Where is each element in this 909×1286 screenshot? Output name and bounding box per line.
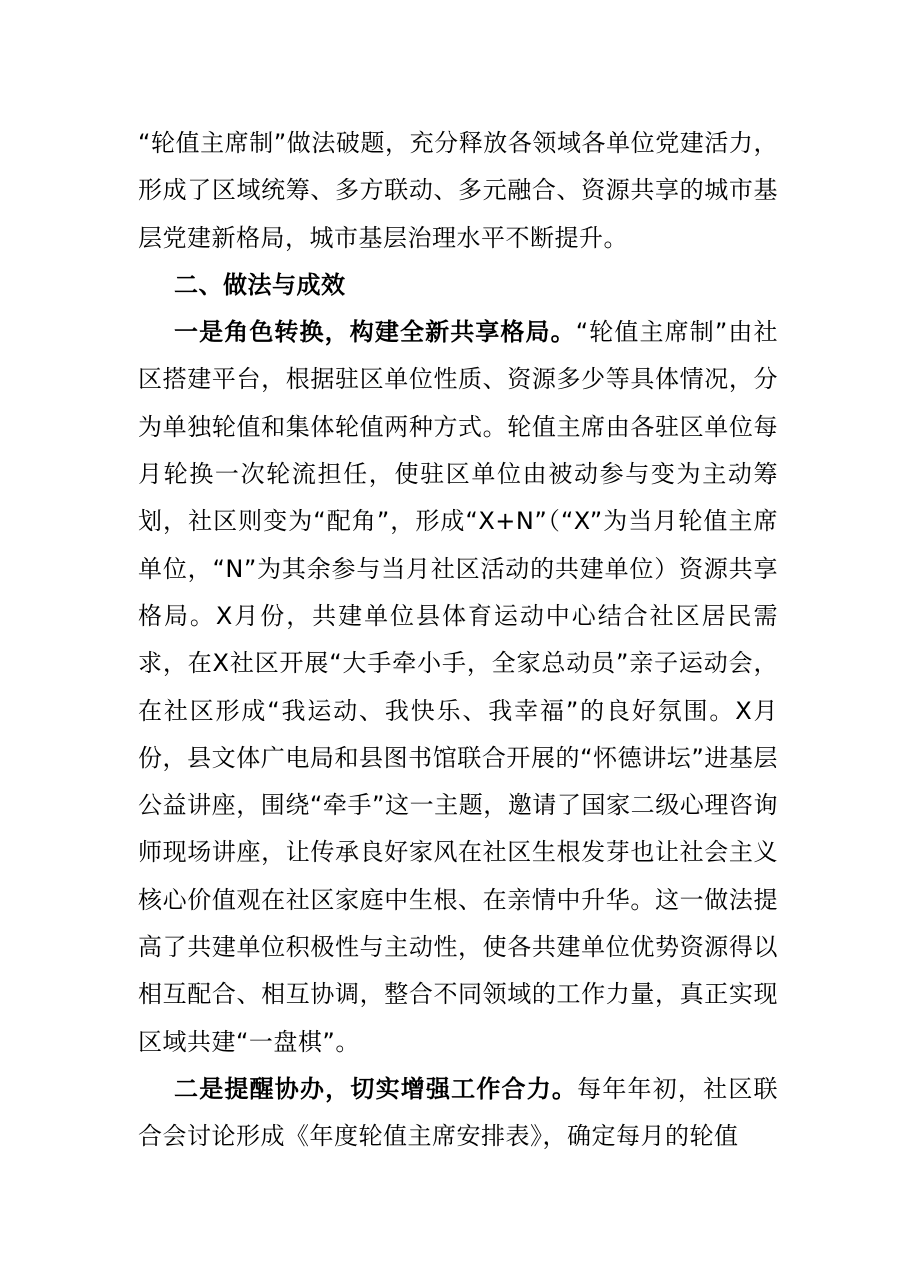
item-two-body: 每年年初，社区联合会讨论形成《年度轮值主席安排表》，确定每月的轮值 bbox=[138, 1074, 779, 1151]
item-one-body: “轮值主席制”由社区搭建平台，根据驻区单位性质、资源多少等具体情况，分为单独轮值和集体轮值两种方式。轮值主席由各驻区单位每月轮换一次轮流担任，使驻区单位由被动参与变为主动筹划，社区则变为“配角”，形成“X+N”（“X”为当月轮值主席单位，“N”为其余参与当月社区活动的共建单位）资源共享格局。X月份，共建单位县体育运动中心结合社区居民需求，在X社区开展“大手牵小手，全家总动员”亲子运动会，在社区形成“我运动、我快乐、我幸福”的良好氛围。X月份，县文体广电局和县图书馆联合开展的“怀德讲坛”进基层公益讲座，围绕“牵手”这一主题，邀请了国家二级心理咨询师现场讲座，让传承良好家风在社区生根发芽也让社会主义核心价值观在社区家庭中生根、在亲情中升华。这一做法提高了共建单位积极性与主动性，使各共建单位优势资源得以相互配合、相互协调，整合不同领域的工作力量，真正实现区域共建“一盘棋”。 bbox=[138, 318, 778, 1056]
item-two-lead: 二是提醒协办，切实增强工作合力。 bbox=[174, 1074, 578, 1103]
item-one-lead: 一是角色转换，构建全新共享格局。 bbox=[174, 318, 576, 347]
section-heading: 二、做法与成效 bbox=[174, 270, 346, 299]
item-one-paragraph bbox=[138, 309, 778, 1066]
document-body bbox=[138, 120, 778, 1161]
intro-paragraph: “轮值主席制”做法破题，充分释放各领域各单位党建活力，形成了区域统筹、多方联动、多元融合、资源共享的城市基层党建新格局，城市基层治理水平不断提升。 bbox=[138, 129, 778, 252]
item-two-paragraph bbox=[138, 1066, 778, 1161]
